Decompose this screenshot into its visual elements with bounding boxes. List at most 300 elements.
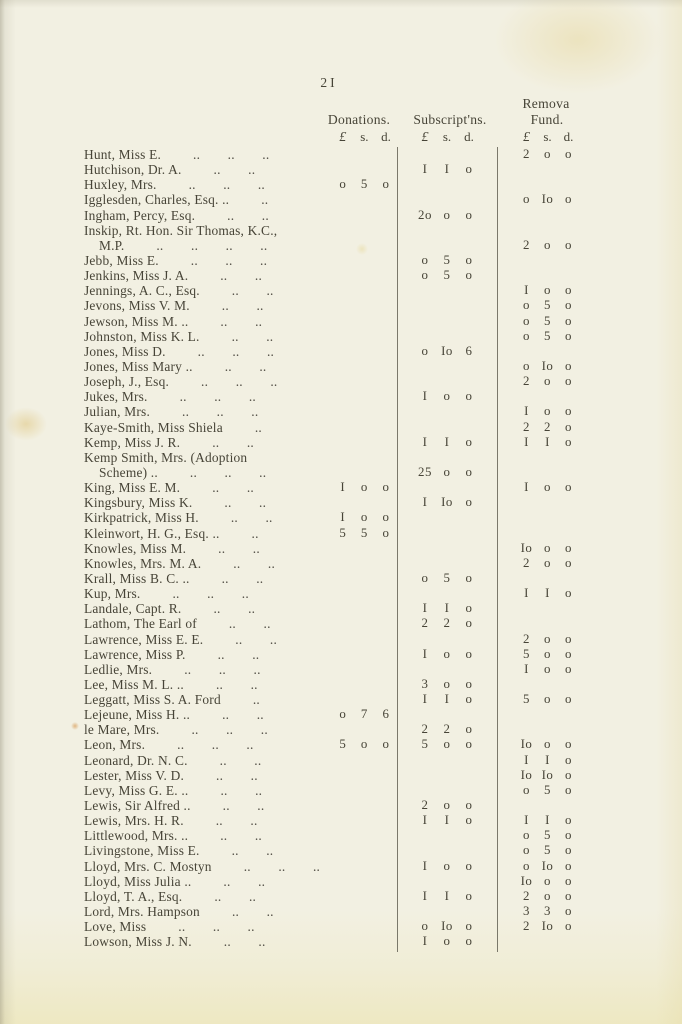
amount-cell: 2 (523, 888, 530, 903)
dot-leaders: .. .. (233, 555, 276, 571)
removal-amount (497, 541, 587, 556)
person-name: Huxley, Mrs. (84, 177, 157, 193)
amount-cell (354, 344, 376, 359)
table-row (84, 208, 644, 223)
amount-cell: o (465, 722, 473, 737)
table-row (84, 162, 644, 177)
amount-cell: Io (541, 192, 554, 207)
removal-amount (497, 586, 587, 601)
amount-cell: o (465, 162, 473, 177)
page-number: 2I (320, 75, 338, 90)
amount-cell: o (544, 540, 551, 555)
donations-amount (332, 314, 397, 329)
donations-amount (332, 692, 397, 707)
amount-cell: 5 (523, 692, 530, 707)
amount-cell: 3 (421, 676, 429, 691)
amount-cell (436, 828, 458, 843)
table-row (84, 934, 644, 949)
amount-cell: o (565, 555, 572, 570)
table-row (84, 374, 644, 389)
amount-cell: I (524, 752, 529, 767)
amount-cell (436, 662, 458, 677)
subscriptions-amount (397, 859, 497, 874)
amount-cell (537, 162, 558, 177)
amount-cell: 3 (544, 904, 551, 919)
amount-cell (354, 556, 376, 571)
amount-cell (458, 147, 480, 162)
amount-cell (375, 420, 397, 435)
amount-cell (375, 692, 397, 707)
amount-cell (332, 616, 354, 631)
amount-cell: 2 (443, 616, 451, 631)
amount-cell: o (565, 646, 572, 661)
amount-cell (414, 192, 436, 207)
removal-amount (497, 813, 587, 828)
amount-cell: o (465, 570, 473, 585)
amount-cell: Io (520, 737, 533, 752)
table-row (84, 526, 644, 541)
amount-cell (436, 768, 458, 783)
amount-cell (332, 283, 354, 298)
person-name: Leon, Mrs. (84, 737, 146, 753)
name-cell (84, 753, 332, 768)
amount-cell (375, 874, 397, 889)
removal-amount (497, 192, 587, 207)
person-name: Lloyd, T. A., Esq. (84, 888, 183, 904)
person-name: Kup, Mrs. (84, 586, 141, 602)
amount-cell (414, 874, 436, 889)
donations-amount (332, 238, 397, 253)
person-name: Lewis, Mrs. H. R. (84, 813, 184, 829)
amount-cell (332, 389, 354, 404)
amount-cell (375, 798, 397, 813)
removal-amount (497, 495, 587, 510)
removal-amount (497, 314, 587, 329)
donations-amount (332, 480, 397, 495)
amount-cell (458, 238, 480, 253)
currency-subheader-subscriptions (397, 129, 497, 145)
amount-cell: o (382, 177, 390, 192)
amount-cell: o (465, 919, 473, 934)
amount-cell (354, 450, 376, 465)
amount-cell: o (523, 828, 530, 843)
amount-cell (414, 768, 436, 783)
amount-cell: I (422, 692, 428, 707)
amount-cell: o (443, 798, 451, 813)
amount-cell (436, 147, 458, 162)
amount-cell (354, 541, 376, 556)
amount-cell (332, 298, 354, 313)
dot-leaders: .. .. (213, 162, 256, 178)
amount-cell (354, 192, 376, 207)
amount-cell: I (340, 480, 346, 495)
amount-cell (375, 208, 397, 223)
person-name: Jewson, Miss M. .. (84, 313, 189, 329)
dot-leaders: .. .. (215, 676, 258, 692)
amount-cell: o (465, 389, 473, 404)
amount-cell: o (565, 813, 572, 828)
amount-cell (354, 435, 376, 450)
amount-cell: o (443, 676, 451, 691)
amount-cell (332, 541, 354, 556)
name-cell (84, 268, 332, 283)
amount-cell (516, 208, 537, 223)
amount-cell (375, 632, 397, 647)
dot-leaders: .. .. .. (184, 661, 261, 677)
removal-amount (497, 420, 587, 435)
subscriptions-amount (397, 450, 497, 465)
amount-cell: I (524, 586, 529, 601)
amount-cell (537, 465, 558, 480)
dot-leaders: .. .. .. (182, 404, 259, 420)
amount-cell: 2 (523, 419, 530, 434)
amount-cell (558, 601, 579, 616)
amount-cell (414, 783, 436, 798)
amount-cell (414, 556, 436, 571)
dot-leaders: .. .. (214, 888, 257, 904)
amount-cell: I (524, 813, 529, 828)
name-cell (84, 329, 332, 344)
amount-cell (458, 843, 480, 858)
amount-cell: I (422, 646, 428, 661)
amount-cell: I (524, 480, 529, 495)
person-name: Julian, Mrs. (84, 404, 151, 420)
amount-cell: o (360, 737, 368, 752)
donations-amount (332, 753, 397, 768)
amount-cell: 5 (544, 313, 551, 328)
amount-cell (375, 465, 397, 480)
amount-cell (332, 753, 354, 768)
amount-cell (332, 344, 354, 359)
amount-cell (332, 692, 354, 707)
amount-cell: 2o (418, 207, 432, 222)
amount-cell: Io (441, 495, 453, 510)
table-row (84, 722, 644, 737)
amount-cell: o (565, 843, 572, 858)
amount-cell (375, 828, 397, 843)
amount-cell (414, 541, 436, 556)
donations-amount (332, 662, 397, 677)
donations-amount (332, 147, 397, 162)
table-row (84, 238, 644, 253)
pence-label: d. (563, 129, 574, 144)
amount-cell (375, 919, 397, 934)
donations-amount (332, 586, 397, 601)
name-cell (84, 889, 332, 904)
amount-cell (458, 298, 480, 313)
subscriptions-amount (397, 768, 497, 783)
amount-cell (436, 541, 458, 556)
amount-cell (375, 223, 397, 238)
person-name: Lewis, Sir Alfred .. (84, 798, 191, 814)
amount-cell (516, 677, 537, 692)
amount-cell (537, 722, 558, 737)
amount-cell (537, 344, 558, 359)
amount-cell (436, 874, 458, 889)
table-row (84, 344, 644, 359)
amount-cell (537, 707, 558, 722)
amount-cell (332, 677, 354, 692)
amount-cell (375, 783, 397, 798)
table-row (84, 662, 644, 677)
amount-cell (375, 571, 397, 586)
amount-cell (354, 677, 376, 692)
amount-cell (354, 374, 376, 389)
amount-cell (354, 314, 376, 329)
subscriptions-amount (397, 828, 497, 843)
subscriptions-amount (397, 192, 497, 207)
amount-cell (458, 450, 480, 465)
subscriptions-amount (397, 934, 497, 949)
amount-cell: o (421, 252, 429, 267)
name-cell (84, 465, 332, 480)
person-name: Leggatt, Miss S. A. Ford (84, 692, 221, 708)
column-header-subscriptions: Subscript'ns. (413, 112, 487, 127)
amount-cell: o (465, 616, 473, 631)
subscriptions-amount (397, 722, 497, 737)
person-name: Kirkpatrick, Miss H. (84, 510, 199, 526)
amount-cell: o (443, 207, 451, 222)
amount-cell (354, 768, 376, 783)
amount-cell: o (565, 904, 572, 919)
amount-cell (414, 843, 436, 858)
name-cell (84, 253, 332, 268)
table-row (84, 904, 644, 919)
amount-cell (375, 192, 397, 207)
name-cell (84, 556, 332, 571)
amount-cell: 2 (421, 616, 429, 631)
subscriptions-amount (397, 737, 497, 752)
amount-cell: o (565, 237, 572, 252)
amount-cell (516, 571, 537, 586)
amount-cell (458, 632, 480, 647)
amount-cell (558, 510, 579, 525)
subscriptions-amount (397, 374, 497, 389)
amount-cell (332, 314, 354, 329)
amount-cell (332, 329, 354, 344)
amount-cell: o (523, 328, 530, 343)
amount-cell: o (565, 752, 572, 767)
subscriptions-amount (397, 480, 497, 495)
person-name: Kemp, Miss J. R. (84, 434, 181, 450)
amount-cell (458, 283, 480, 298)
donations-amount (332, 268, 397, 283)
donations-amount (332, 677, 397, 692)
amount-cell: 2 (523, 374, 530, 389)
dot-leaders: .. .. .. (201, 374, 278, 390)
amount-cell (537, 450, 558, 465)
person-name: Leonard, Dr. N. C. (84, 752, 188, 768)
amount-cell (354, 843, 376, 858)
amount-cell: o (565, 404, 572, 419)
table-row (84, 571, 644, 586)
dot-leaders: .. .. .. (177, 737, 254, 753)
amount-cell: I (545, 434, 550, 449)
amount-cell (537, 601, 558, 616)
dot-leaders: .. .. (222, 798, 265, 814)
amount-cell (354, 208, 376, 223)
table-row (84, 404, 644, 419)
amount-cell: o (544, 692, 551, 707)
removal-amount (497, 298, 587, 313)
amount-cell (558, 722, 579, 737)
amount-cell (354, 859, 376, 874)
amount-cell: o (565, 737, 572, 752)
amount-cell (375, 238, 397, 253)
dot-leaders: .. .. .. (188, 177, 265, 193)
amount-cell: I (422, 495, 428, 510)
amount-cell: o (421, 343, 429, 358)
amount-cell: o (523, 298, 530, 313)
name-cell (84, 783, 332, 798)
amount-cell: o (544, 283, 551, 298)
person-name: Littlewood, Mrs. .. (84, 828, 189, 844)
amount-cell (436, 586, 458, 601)
dot-leaders: .. .. (218, 540, 260, 556)
shillings-label: s. (360, 129, 369, 144)
removal-amount (497, 359, 587, 374)
amount-cell (332, 192, 354, 207)
amount-cell (375, 677, 397, 692)
amount-cell: o (544, 555, 551, 570)
removal-amount (497, 601, 587, 616)
amount-cell: o (443, 934, 451, 949)
amount-cell (458, 904, 480, 919)
amount-cell (332, 435, 354, 450)
amount-cell: 2 (523, 555, 530, 570)
name-cell (84, 450, 332, 465)
removal-amount (497, 828, 587, 843)
amount-cell: o (382, 510, 390, 525)
person-name: Kleinwort, H. G., Esq. .. (84, 525, 220, 541)
amount-cell (558, 450, 579, 465)
amount-cell: o (465, 207, 473, 222)
amount-cell: 5 (544, 843, 551, 858)
table-row (84, 450, 644, 465)
currency-subheader-removal (497, 129, 587, 145)
donations-amount (332, 344, 397, 359)
amount-cell: o (565, 374, 572, 389)
name-cell (84, 632, 332, 647)
shillings-label: s. (442, 129, 452, 144)
amount-cell (436, 753, 458, 768)
amount-cell (332, 889, 354, 904)
subscriptions-amount (397, 586, 497, 601)
donations-amount (332, 389, 397, 404)
amount-cell (436, 707, 458, 722)
removal-amount (497, 238, 587, 253)
person-name: Ingham, Percy, Esq. (84, 207, 196, 223)
amount-cell: o (523, 313, 530, 328)
amount-cell (558, 798, 579, 813)
dot-leaders: .. .. (220, 828, 262, 844)
amount-cell: 2 (523, 919, 530, 934)
amount-cell (436, 556, 458, 571)
donations-amount (332, 450, 397, 465)
amount-cell: o (523, 782, 530, 797)
amount-cell (375, 843, 397, 858)
amount-cell (375, 601, 397, 616)
amount-cell: 5 (443, 252, 451, 267)
amount-cell: o (565, 888, 572, 903)
person-name: Jones, Miss Mary .. (84, 358, 193, 374)
amount-cell: o (523, 192, 530, 207)
amount-cell (332, 374, 354, 389)
removal-amount (497, 692, 587, 707)
amount-cell (375, 934, 397, 949)
amount-cell: 2 (523, 147, 530, 161)
amount-cell (332, 813, 354, 828)
name-cell (84, 541, 332, 556)
amount-cell (375, 616, 397, 631)
amount-cell (332, 404, 354, 419)
name-cell (84, 601, 332, 616)
amount-cell (354, 662, 376, 677)
amount-cell: o (544, 888, 551, 903)
person-name: Lejeune, Miss H. .. (84, 707, 191, 723)
amount-cell: o (565, 313, 572, 328)
amount-cell (414, 314, 436, 329)
amount-cell: o (465, 646, 473, 661)
person-name: Jevons, Miss V. M. (84, 298, 190, 314)
amount-cell: o (565, 358, 572, 373)
amount-cell (414, 147, 436, 162)
amount-cell (458, 526, 480, 541)
amount-cell (537, 571, 558, 586)
amount-cell: o (443, 464, 451, 479)
amount-cell (516, 177, 537, 192)
amount-cell (332, 162, 354, 177)
dot-leaders: .. .. (216, 767, 258, 783)
removal-amount (497, 707, 587, 722)
person-name: Kingsbury, Miss K. (84, 495, 193, 511)
amount-cell (414, 707, 436, 722)
subscriptions-amount (397, 465, 497, 480)
person-name: Jenkins, Miss J. A. (84, 268, 189, 284)
amount-cell (354, 616, 376, 631)
subscriptions-amount (397, 238, 497, 253)
amount-cell: 5 (544, 828, 551, 843)
table-row (84, 874, 644, 889)
amount-cell (537, 177, 558, 192)
amount-cell (414, 450, 436, 465)
amount-cell (332, 420, 354, 435)
amount-cell (436, 450, 458, 465)
amount-cell: o (465, 737, 473, 752)
name-cell (84, 510, 332, 525)
subscriptions-amount (397, 208, 497, 223)
amount-cell: o (565, 298, 572, 313)
dot-leaders: .. .. .. (191, 722, 268, 738)
subscriptions-amount (397, 344, 497, 359)
donations-amount (332, 420, 397, 435)
name-cell (84, 874, 332, 889)
amount-cell: o (565, 873, 572, 888)
amount-cell (516, 495, 537, 510)
table-row (84, 389, 644, 404)
amount-cell (414, 420, 436, 435)
removal-amount (497, 147, 587, 162)
shillings-label: s. (543, 129, 552, 144)
amount-cell (436, 480, 458, 495)
amount-cell (332, 934, 354, 949)
amount-cell (354, 889, 376, 904)
amount-cell (558, 344, 579, 359)
subscriptions-amount (397, 435, 497, 450)
amount-cell (558, 177, 579, 192)
amount-cell (516, 707, 537, 722)
amount-cell (375, 450, 397, 465)
